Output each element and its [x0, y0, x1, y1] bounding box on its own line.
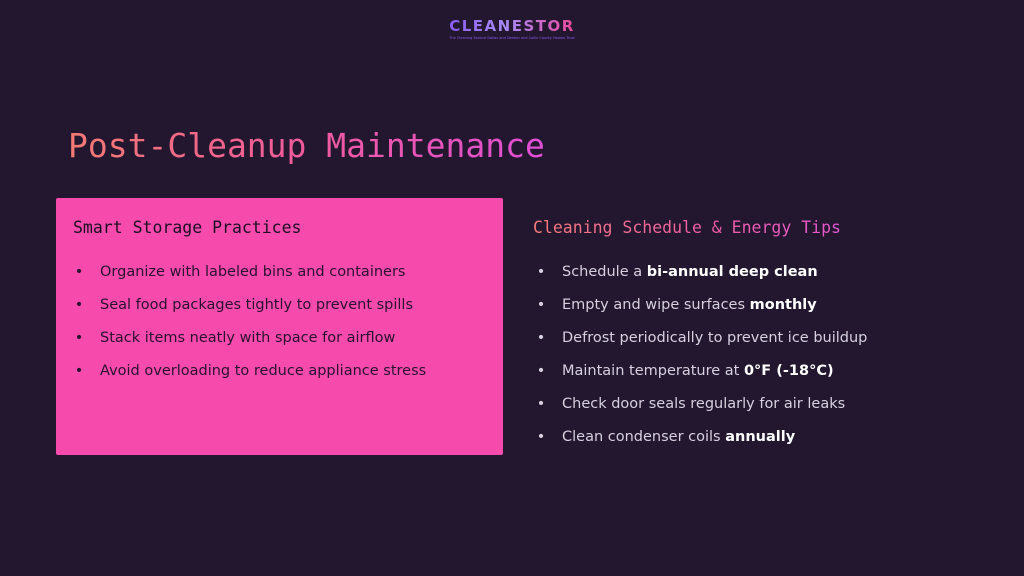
list-item-text: Empty and wipe surfaces — [562, 297, 750, 313]
bullet-icon: • — [74, 297, 84, 313]
list-item-text: Organize with labeled bins and containers — [100, 264, 406, 280]
list-item-text: Stack items neatly with space for airflow — [100, 330, 396, 346]
brand-logo — [0, 16, 1024, 41]
bullet-icon: • — [74, 264, 84, 280]
list-item — [536, 361, 867, 381]
list-item-text: Check door seals regularly for air leaks — [562, 396, 846, 412]
list-item-text: Clean condenser coils — [562, 429, 726, 445]
bullet-icon: • — [536, 264, 546, 280]
bullet-icon: • — [536, 330, 546, 346]
bullet-icon: • — [536, 297, 546, 313]
list-item — [536, 295, 867, 315]
list-item-text: Maintain temperature at — [562, 363, 744, 379]
list-item — [536, 328, 867, 348]
bullet-icon: • — [536, 396, 546, 412]
list-item-emphasis: monthly — [749, 297, 817, 313]
list-item-text: Defrost periodically to prevent ice buildup — [562, 330, 868, 346]
page-title: Post-Cleanup Maintenance — [68, 124, 545, 168]
storage-practices-card — [56, 198, 503, 455]
list-item-emphasis: 0°F (-18°C) — [743, 363, 834, 379]
storage-practices-heading: Smart Storage Practices — [73, 218, 302, 237]
storage-practices-list — [74, 262, 426, 394]
bullet-icon: • — [74, 330, 84, 346]
list-item-emphasis: annually — [725, 429, 796, 445]
bullet-icon: • — [536, 363, 546, 379]
list-item — [536, 427, 867, 447]
list-item — [536, 262, 867, 282]
brand-tagline: The Cleaning Service Dallas and Denton and Collin County Homes Trust — [449, 36, 575, 40]
cleaning-schedule-heading: Cleaning Schedule & Energy Tips — [533, 218, 841, 237]
bullet-icon: • — [536, 429, 546, 445]
list-item-text: Avoid overloading to reduce appliance stress — [100, 363, 427, 379]
list-item — [74, 361, 426, 381]
list-item — [536, 394, 867, 414]
list-item — [74, 328, 426, 348]
brand-name: CLEANESTOR — [449, 17, 575, 35]
list-item-emphasis: bi-annual deep clean — [646, 264, 818, 280]
list-item-text: Schedule a — [562, 264, 647, 280]
bullet-icon: • — [74, 363, 84, 379]
list-item — [74, 295, 426, 315]
list-item — [74, 262, 426, 282]
list-item-text: Seal food packages tightly to prevent spills — [100, 297, 414, 313]
cleaning-schedule-list — [536, 262, 867, 460]
